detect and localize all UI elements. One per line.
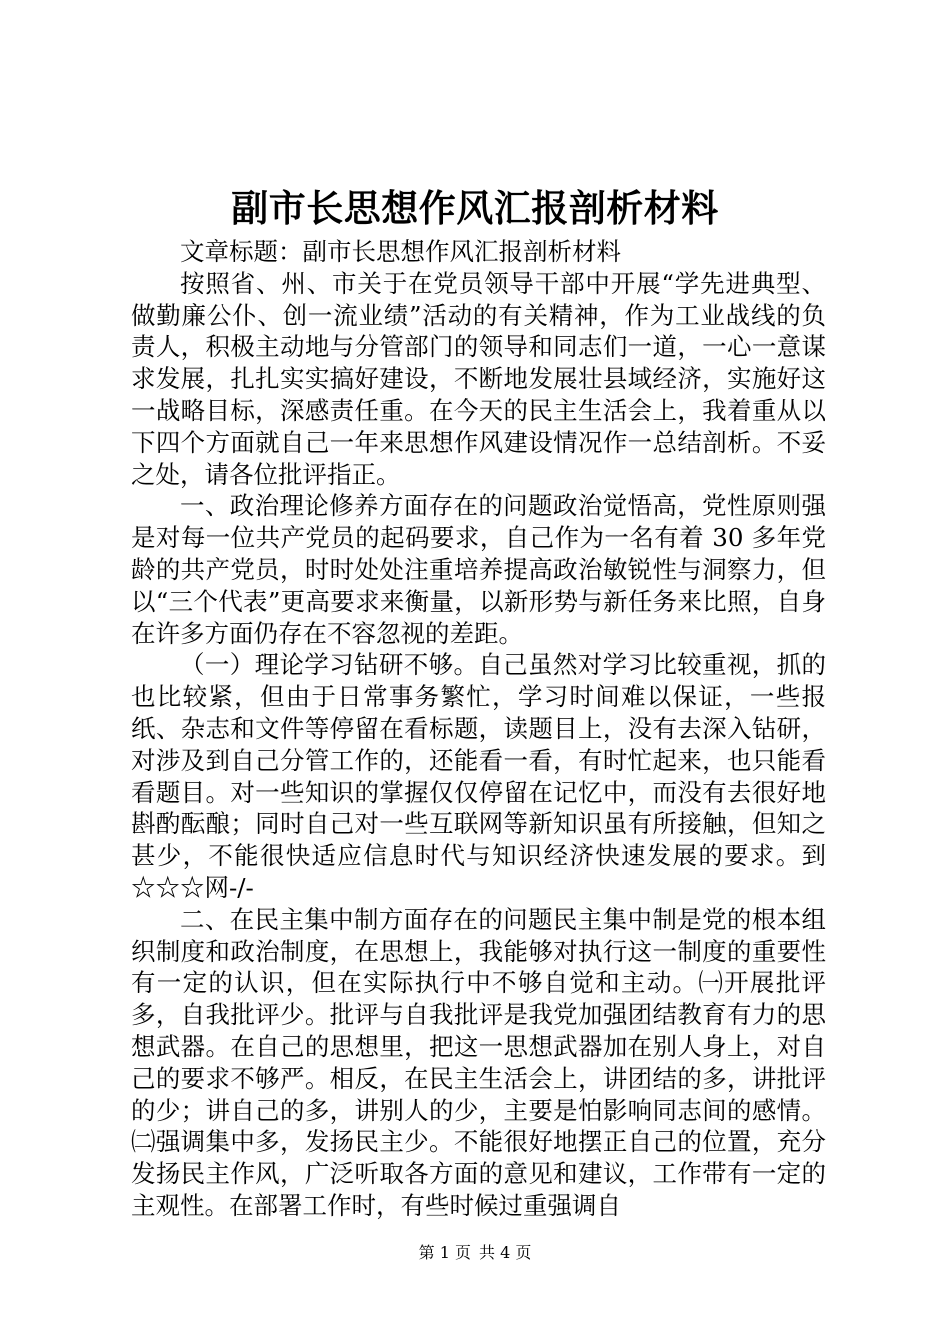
body-paragraph: （一）理论学习钻研不够。自己虽然对学习比较重视，抓的也比较紧，但由于日常事务繁忙，学习时间难以保证，一些报纸、杂志和文件等停留在看标题，读题目上，没有去深入钻研，对涉及到自己分管工作的，还能看一看，有时忙起来，也只能看看题目。对一些知识的掌握仅仅停留在记忆中，而没有去很好地斟酌酝酿；同时自己对一些互联网等新知识虽有所接触，但知之甚少，不能很快适应信息时代与知识经济快速发展的要求。到☆☆☆网-/-	[131, 650, 826, 902]
body-paragraph: 按照省、州、市关于在党员领导干部中开展“学先进典型、做勤廉公仆、创一流业绩”活动的有关精神，作为工业战线的负责人，积极主动地与分管部门的领导和同志们一道，一心一意谋求发展，扎扎实实搞好建设，不断地发展壮县域经济，实施好这一战略目标，深感责任重。在今天的民主生活会上，我着重从以下四个方面就自己一年来思想作风建设情况作一总结剖析。不妥之处，请各位批评指正。	[131, 268, 826, 489]
body-paragraph: 二、在民主集中制方面存在的问题民主集中制是党的根本组织制度和政治制度，在思想上，我能够对执行这一制度的重要性有一定的认识，但在实际执行中不够自觉和主动。㈠开展批评多，自我批评少。批评与自我批评是我党加强团结教育有力的思想武器。在自己的思想里，把这一思想武器加在别人身上，对自己的要求不够严。相反，在民主生活会上，讲团结的多，讲批评的少；讲自己的多，讲别人的少，主要是怕影响同志间的感情。㈡强调集中多，发扬民主少。不能很好地摆正自己的位置，充分发扬民主作风，广泛听取各方面的意见和建议，工作带有一定的主观性。在部署工作时，有些时候过重强调自	[131, 904, 826, 1220]
page-footer	[0, 1242, 950, 1264]
page-number: 第 1 页	[418, 1243, 471, 1262]
article-heading-line: 文章标题：副市长思想作风汇报剖析材料	[180, 237, 621, 266]
document-body	[131, 236, 826, 1222]
body-paragraph: 一、政治理论修养方面存在的问题政治觉悟高，党性原则强是对每一位共产党员的起码要求，自己作为一名有着 30 多年党龄的共产党员，时时处处注重培养提高政治敏锐性与洞察力，但以“三个代表”更高要求来衡量，以新形势与新任务来比照，自身在许多方面仍存在不容忽视的差距。	[131, 491, 826, 648]
document-title: 副市长思想作风汇报剖析材料	[231, 186, 719, 230]
page-total: 共 4 页	[479, 1243, 532, 1262]
